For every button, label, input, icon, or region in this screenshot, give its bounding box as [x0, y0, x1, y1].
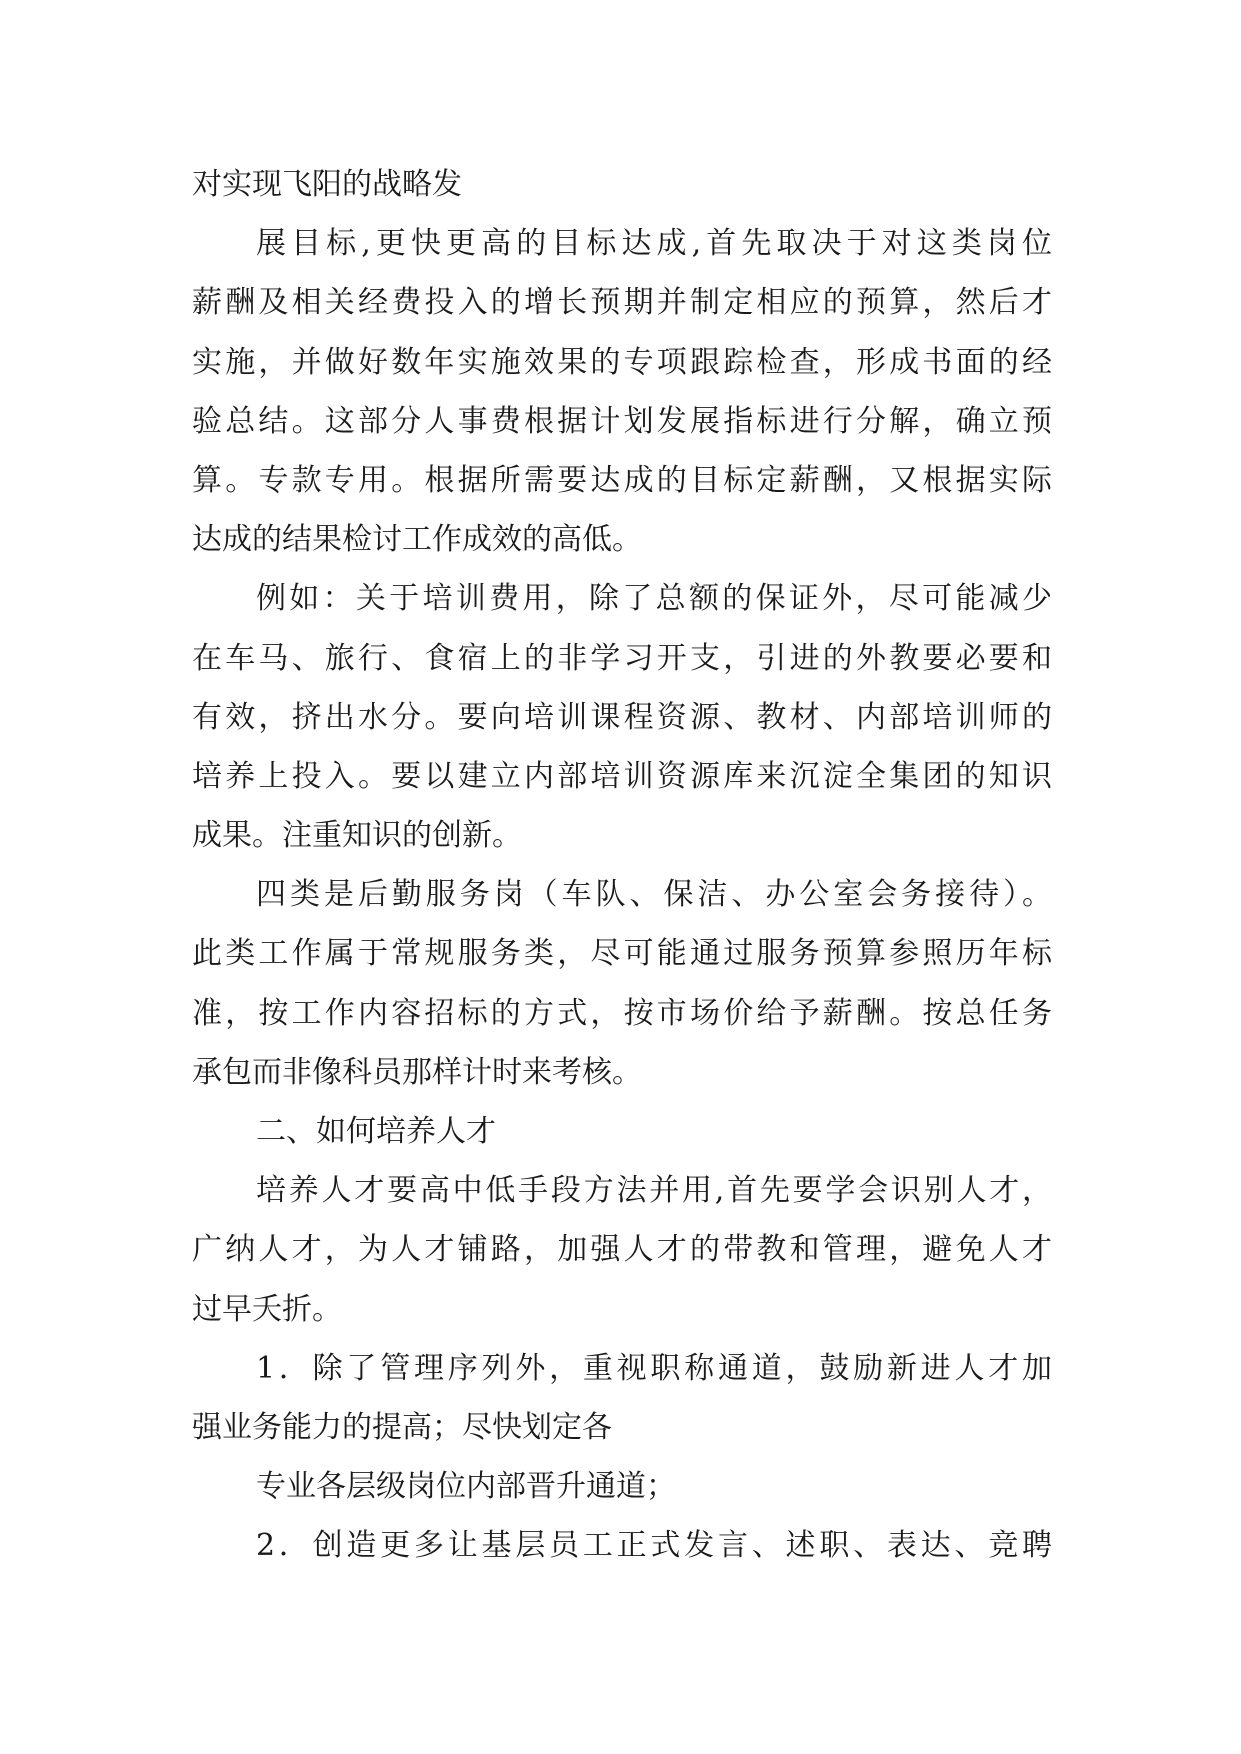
text-line: 成果。注重知识的创新。	[192, 818, 522, 854]
text-line: 专业各层级岗位内部晋升通道；	[256, 1469, 676, 1505]
text-line: 达成的结果检讨工作成效的高低。	[192, 522, 642, 558]
text-line: 在车马、旅行、食宿上的非学习开支，引进的外教要必要和	[192, 640, 1052, 676]
text-line: 培养上投入。要以建立内部培训资源库来沉淀全集团的知识	[192, 758, 1052, 794]
text-line: 培养人才要高中低手段方法并用,首先要学会识别人才，	[256, 1173, 1052, 1209]
text-line: 算。专款专用。根据所需要达成的目标定薪酬，又根据实际	[192, 462, 1052, 498]
text-line: 强业务能力的提高；尽快划定各	[192, 1409, 612, 1445]
text-line: 2．创造更多让基层员工正式发言、述职、表达、竞聘	[256, 1528, 1052, 1564]
text-line: 广纳人才，为人才铺路，加强人才的带教和管理，避免人才	[192, 1232, 1052, 1268]
text-line: 展目标,更快更高的目标达成,首先取决于对这类岗位	[256, 226, 1052, 262]
text-line: 准，按工作内容招标的方式，按市场价给予薪酬。按总任务	[192, 995, 1052, 1031]
text-line: 过早夭折。	[192, 1291, 342, 1327]
text-line: 验总结。这部分人事费根据计划发展指标进行分解，确立预	[192, 403, 1052, 439]
text-line: 薪酬及相关经费投入的增长预期并制定相应的预算，然后才	[192, 285, 1052, 321]
text-line: 二、如何培养人才	[256, 1114, 496, 1149]
text-line: 此类工作属于常规服务类，尽可能通过服务预算参照历年标	[192, 936, 1052, 972]
text-line: 对实现飞阳的战略发	[192, 167, 462, 202]
text-line: 例如：关于培训费用，除了总额的保证外，尽可能减少	[256, 581, 1052, 617]
document-body	[192, 155, 1052, 1576]
text-line: 有效，挤出水分。要向培训课程资源、教材、内部培训师的	[192, 699, 1052, 735]
text-line: 1．除了管理序列外，重视职称通道，鼓励新进人才加	[256, 1350, 1052, 1386]
text-line: 承包而非像科员那样计时来考核。	[192, 1054, 642, 1090]
text-line: 四类是后勤服务岗（车队、保洁、办公室会务接待）。	[256, 877, 1052, 913]
text-line: 实施，并做好数年实施效果的专项跟踪检查，形成书面的经	[192, 344, 1052, 380]
